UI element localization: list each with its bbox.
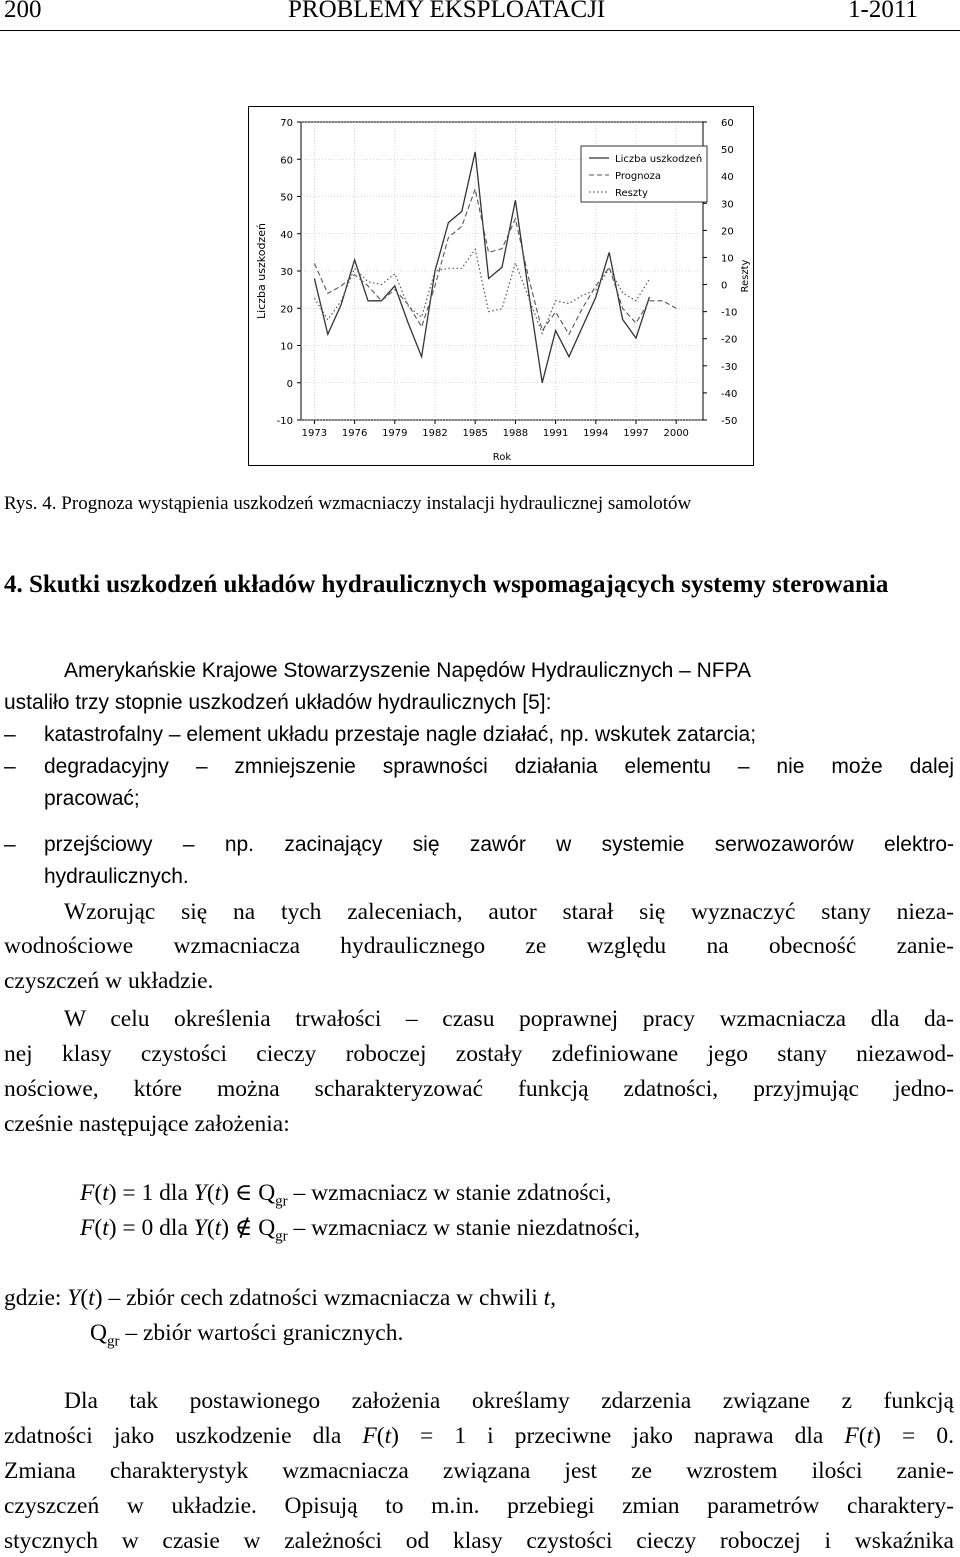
journal-title: PROBLEMY EKSPLOATACJI [288,0,606,23]
para2-line1: Wzorując się na tych zaleceniach, autor starał się wyznaczyć stany nieza- [64,899,954,925]
section-title: 4. Skutki uszkodzeń układów hydraulicznych wspomagających systemy sterowania [4,571,889,598]
list-dash: – [4,755,16,778]
y2-tick-label: -10 [721,307,738,319]
y2-axis-label: Reszty [740,259,751,293]
page-number: 200 [4,0,42,23]
y2-tick-label: 30 [721,199,734,211]
y-tick-label: 20 [280,304,293,316]
para4-line4: czyszczeń w układzie. Opisują to m.in. przebiegi zmian parametrów charaktery- [4,1493,954,1519]
legend-label: Liczba uszkodzeń [615,154,703,165]
y-tick-label: 40 [280,229,293,241]
para4-line1: Dla tak postawionego założenia określamy zdarzenia związane z funkcją [64,1388,954,1414]
y-tick-label: 50 [280,192,293,204]
para4-line3: Zmiana charakterystyk wzmacniacza związana jest ze wzrostem ilości zanie- [4,1458,954,1484]
y-tick-label: 60 [280,155,293,167]
x-tick-label: 1985 [462,428,488,439]
x-tick-label: 2000 [663,428,689,439]
list-dash: – [4,723,16,746]
list-item-degradacyjny: degradacyjny – zmniejszenie sprawności działania elementu – nie może dalej [44,755,954,778]
running-header [0,0,960,28]
y2-tick-label: -50 [721,416,738,427]
x-tick-label: 1988 [502,428,529,439]
para3-line3: nościowe, które można scharakteryzować funkcją zdatności, przyjmując jedno- [4,1076,954,1102]
y2-tick-label: -40 [721,388,738,400]
y-axis-label: Liczba uszkodzeń [255,223,268,319]
list-item-katastrofalny: katastrofalny – element układu przestaje nagle działać, np. wskutek zatarcia; [44,723,757,746]
failure-forecast-chart [248,106,754,466]
y2-tick-label: 0 [721,280,728,292]
x-tick-label: 1991 [542,428,569,439]
y2-tick-label: -30 [721,361,738,373]
para2-line3: czyszczeń w układzie. [4,968,214,994]
legend-label: Prognoza [615,171,662,182]
legend-label: Reszty [615,188,648,199]
list-item-przejsciowy-cont: hydraulicznych. [44,865,189,888]
para2-line2: wodnościowe wzmacniacza hydraulicznego ze względu na obecność zanie- [4,933,954,959]
para3-line1: W celu określenia trwałości – czasu poprawnej pracy wzmacniacza dla da- [64,1006,954,1032]
y2-tick-label: 20 [721,226,734,238]
y2-tick-label: -20 [721,334,738,346]
where-q: $Q_{gr}$ – zbiór wartości granicznych. [90,1320,404,1350]
x-tick-label: 1982 [422,428,448,439]
header-rule [0,30,960,31]
para1-line1: Amerykańskie Krajowe Stowarzyszenie Napędów Hydraulicznych – NFPA [64,659,752,682]
where-y: gdzie: Y(t) – zbiór cech zdatności wzmacniacza w chwili t, [4,1285,557,1311]
x-tick-label: 1973 [301,428,328,439]
y2-tick-label: 10 [721,253,734,265]
list-item-degradacyjny-cont: pracować; [44,787,140,810]
y-tick-label: 70 [280,118,293,129]
list-dash: – [4,833,16,856]
figure-caption: Rys. 4. Prognoza wystąpienia uszkodzeń wzmacniaczy instalacji hydraulicznej samolotów [4,493,692,514]
formula-niezdatnosc: F(t) = 0 dla Y(t) ∉ $Q_{gr}$ – wzmacniacz w stanie niezdatności, [80,1215,641,1245]
formula-zdatnosc: F(t) = 1 dla Y(t) ∈ $Q_{gr}$ – wzmacniacz w stanie zdatności, [80,1180,612,1210]
x-tick-label: 1976 [341,428,368,439]
para3-line4: cześnie następujące założenia: [4,1111,290,1137]
x-axis-label: Rok [492,452,512,463]
y-tick-label: -10 [276,416,293,427]
list-item-przejsciowy: przejściowy – np. zacinający się zawór w systemie serwozaworów elektro- [44,833,954,856]
para4-line2: zdatności jako uszkodzenie dla F(t) = 1 i przeciwne jako naprawa dla F(t) = 0. [4,1423,954,1449]
issue-number: 1-2011 [848,0,918,23]
y-tick-label: 30 [280,267,293,278]
y2-tick-label: 50 [721,145,734,157]
y2-tick-label: 60 [721,118,734,129]
y-tick-label: 0 [286,378,293,390]
para4-line5: stycznych w czasie w zależności od klasy czystości cieczy roboczej i wskaźnika [4,1528,954,1554]
para1-line2: ustaliło trzy stopnie uszkodzeń układów hydraulicznych [5]: [4,691,552,714]
x-tick-label: 1979 [382,428,408,439]
x-tick-label: 1997 [623,428,649,439]
para3-line2: nej klasy czystości cieczy roboczej zostały zdefiniowane jego stany niezawod- [4,1041,954,1067]
y2-tick-label: 40 [721,172,734,184]
x-tick-label: 1994 [583,428,609,439]
y-tick-label: 10 [280,341,293,353]
